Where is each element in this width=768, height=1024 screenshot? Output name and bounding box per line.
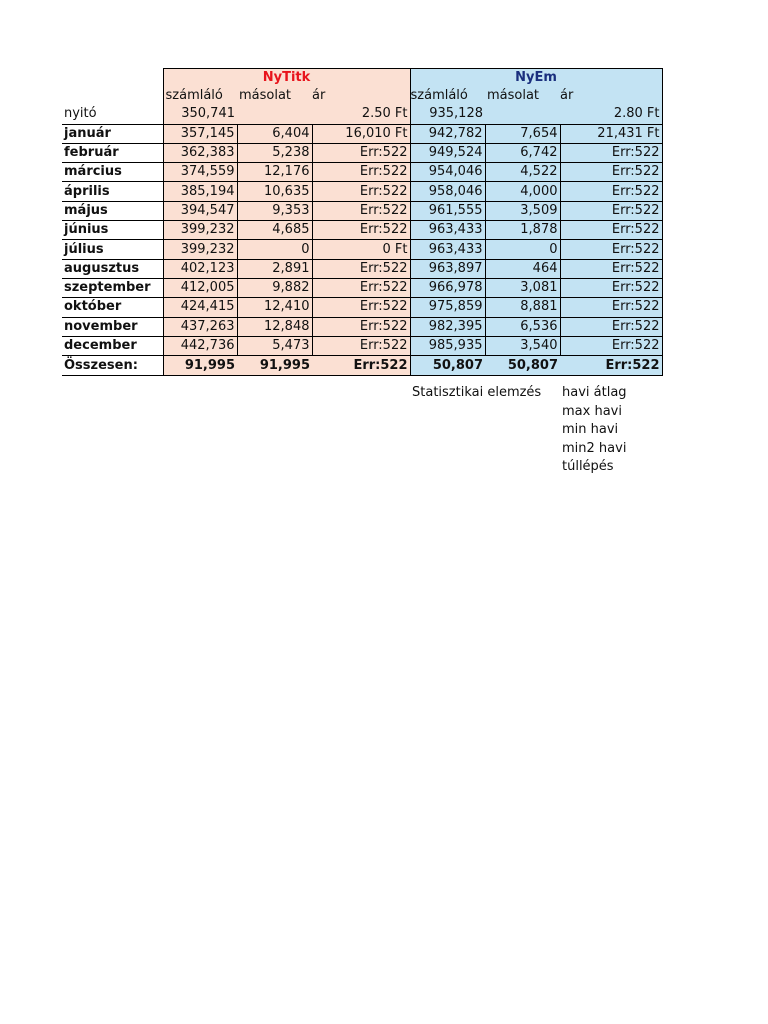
nyem-price-cell: Err:522 bbox=[560, 240, 662, 259]
month-label: április bbox=[62, 182, 163, 201]
nyem-copy-cell: 6,742 bbox=[485, 143, 560, 162]
table-row bbox=[62, 336, 662, 355]
nytitk-counter-cell: 424,415 bbox=[163, 298, 237, 317]
stats-label: Statisztikai elemzés bbox=[412, 385, 542, 400]
month-label: január bbox=[62, 124, 163, 143]
nyem-price-cell: Err:522 bbox=[560, 143, 662, 162]
nyem-copy-cell: 6,536 bbox=[485, 317, 560, 336]
total-row bbox=[62, 356, 662, 376]
table-row bbox=[62, 240, 662, 259]
nyem-copy-cell: 1,878 bbox=[485, 221, 560, 240]
nytitk-counter-cell: 442,736 bbox=[163, 336, 237, 355]
nyem-copy-cell: 4,522 bbox=[485, 163, 560, 182]
nyem-price-cell: Err:522 bbox=[560, 298, 662, 317]
nytitk-copy-header: másolat bbox=[237, 87, 312, 105]
nytitk-counter-cell: 399,232 bbox=[163, 221, 237, 240]
stats-list bbox=[562, 384, 627, 477]
month-label: július bbox=[62, 240, 163, 259]
nytitk-copy-cell: 6,404 bbox=[237, 124, 312, 143]
nytitk-counter-cell: 357,145 bbox=[163, 124, 237, 143]
nytitk-total-counter: 91,995 bbox=[163, 356, 237, 376]
nyem-price-cell: Err:522 bbox=[560, 336, 662, 355]
table-row bbox=[62, 201, 662, 220]
stats-item: max havi bbox=[562, 403, 622, 419]
nytitk-copy-cell: 12,176 bbox=[237, 163, 312, 182]
nytitk-counter-cell: 385,194 bbox=[163, 182, 237, 201]
nytitk-price-header: ár bbox=[312, 87, 410, 105]
nyem-counter-cell: 963,897 bbox=[410, 259, 485, 278]
nytitk-opening-counter: 350,741 bbox=[163, 105, 237, 124]
month-rows bbox=[62, 124, 662, 356]
nytitk-copy-cell: 5,238 bbox=[237, 143, 312, 162]
nyem-opening-counter: 935,128 bbox=[410, 105, 485, 124]
nyem-counter-header: számláló bbox=[410, 87, 485, 105]
nytitk-price-cell: Err:522 bbox=[312, 221, 410, 240]
nytitk-counter-cell: 394,547 bbox=[163, 201, 237, 220]
stats-item: min havi bbox=[562, 422, 619, 437]
stats-item: túllépés bbox=[562, 459, 614, 474]
table-row bbox=[62, 221, 662, 240]
opening-label: nyitó bbox=[62, 105, 163, 124]
nytitk-copy-cell: 0 bbox=[237, 240, 312, 259]
table-row bbox=[62, 182, 662, 201]
nyem-copy-cell: 464 bbox=[485, 259, 560, 278]
nyem-price-cell: Err:522 bbox=[560, 278, 662, 297]
table-row bbox=[62, 163, 662, 182]
nytitk-price-cell: Err:522 bbox=[312, 278, 410, 297]
nyem-total-counter: 50,807 bbox=[410, 356, 485, 376]
nytitk-copy-cell: 9,353 bbox=[237, 201, 312, 220]
nytitk-copy-cell: 12,410 bbox=[237, 298, 312, 317]
total-label: Összesen: bbox=[62, 356, 163, 376]
nyem-copy-cell: 7,654 bbox=[485, 124, 560, 143]
nytitk-price-cell: Err:522 bbox=[312, 182, 410, 201]
nyem-copy-cell: 4,000 bbox=[485, 182, 560, 201]
nyem-price-header: ár bbox=[560, 87, 662, 105]
nyem-counter-cell: 982,395 bbox=[410, 317, 485, 336]
nyem-unit-price: 2.80 Ft bbox=[560, 105, 662, 124]
nytitk-copy-cell: 2,891 bbox=[237, 259, 312, 278]
nyem-counter-cell: 958,046 bbox=[410, 182, 485, 201]
nytitk-copy-cell: 5,473 bbox=[237, 336, 312, 355]
nytitk-total-copy: 91,995 bbox=[237, 356, 312, 376]
nyem-group-title: NyEm bbox=[515, 70, 557, 85]
nyem-copy-cell: 0 bbox=[485, 240, 560, 259]
nyem-price-cell: 21,431 Ft bbox=[560, 124, 662, 143]
nytitk-counter-cell: 412,005 bbox=[163, 278, 237, 297]
nyem-counter-cell: 985,935 bbox=[410, 336, 485, 355]
nytitk-copy-cell: 12,848 bbox=[237, 317, 312, 336]
table-row bbox=[62, 259, 662, 278]
nyem-counter-cell: 949,524 bbox=[410, 143, 485, 162]
nyem-counter-cell: 954,046 bbox=[410, 163, 485, 182]
nyem-counter-cell: 963,433 bbox=[410, 221, 485, 240]
nyem-counter-cell: 942,782 bbox=[410, 124, 485, 143]
nytitk-price-cell: Err:522 bbox=[312, 163, 410, 182]
nytitk-copy-cell: 4,685 bbox=[237, 221, 312, 240]
nytitk-counter-cell: 374,559 bbox=[163, 163, 237, 182]
month-label: június bbox=[62, 221, 163, 240]
nyem-total-copy: 50,807 bbox=[485, 356, 560, 376]
nytitk-price-cell: Err:522 bbox=[312, 336, 410, 355]
nyem-copy-header: másolat bbox=[485, 87, 560, 105]
nyem-copy-cell: 3,509 bbox=[485, 201, 560, 220]
stats-item: min2 havi bbox=[562, 440, 627, 456]
nyem-copy-cell: 3,540 bbox=[485, 336, 560, 355]
month-label: szeptember bbox=[62, 278, 163, 297]
nyem-header-cell bbox=[410, 69, 662, 88]
nyem-counter-cell: 961,555 bbox=[410, 201, 485, 220]
month-label: december bbox=[62, 336, 163, 355]
month-label: augusztus bbox=[62, 259, 163, 278]
table-row bbox=[62, 298, 662, 317]
month-label: október bbox=[62, 298, 163, 317]
nytitk-header-cell bbox=[163, 69, 410, 88]
nyem-price-cell: Err:522 bbox=[560, 317, 662, 336]
nyem-copy-cell: 8,881 bbox=[485, 298, 560, 317]
nyem-price-cell: Err:522 bbox=[560, 182, 662, 201]
nyem-total-price: Err:522 bbox=[560, 356, 662, 376]
nytitk-price-cell: Err:522 bbox=[312, 298, 410, 317]
nytitk-group-title: NyTitk bbox=[262, 70, 311, 85]
table-row bbox=[62, 124, 662, 143]
nyem-counter-cell: 963,433 bbox=[410, 240, 485, 259]
nyem-price-cell: Err:522 bbox=[560, 201, 662, 220]
nytitk-counter-cell: 399,232 bbox=[163, 240, 237, 259]
nytitk-opening-copy bbox=[237, 105, 312, 124]
stats-item: havi átlag bbox=[562, 385, 627, 400]
nyem-counter-cell: 966,978 bbox=[410, 278, 485, 297]
nytitk-price-cell: 0 Ft bbox=[312, 240, 410, 259]
nytitk-price-cell: Err:522 bbox=[312, 259, 410, 278]
nytitk-price-cell: Err:522 bbox=[312, 317, 410, 336]
table-row bbox=[62, 317, 662, 336]
nyem-counter-cell: 975,859 bbox=[410, 298, 485, 317]
nytitk-price-cell: Err:522 bbox=[312, 201, 410, 220]
nytitk-price-cell: Err:522 bbox=[312, 143, 410, 162]
nytitk-price-cell: 16,010 Ft bbox=[312, 124, 410, 143]
table-row bbox=[62, 278, 662, 297]
nytitk-counter-cell: 437,263 bbox=[163, 317, 237, 336]
nyem-price-cell: Err:522 bbox=[560, 163, 662, 182]
nytitk-counter-cell: 362,383 bbox=[163, 143, 237, 162]
nyem-price-cell: Err:522 bbox=[560, 221, 662, 240]
copy-counter-table bbox=[62, 68, 663, 376]
nytitk-total-price: Err:522 bbox=[312, 356, 410, 376]
nytitk-counter-header: számláló bbox=[163, 87, 237, 105]
month-label: március bbox=[62, 163, 163, 182]
nyem-opening-copy bbox=[485, 105, 560, 124]
nytitk-unit-price: 2.50 Ft bbox=[312, 105, 410, 124]
nytitk-copy-cell: 10,635 bbox=[237, 182, 312, 201]
spreadsheet-table-area bbox=[62, 68, 663, 376]
month-label: február bbox=[62, 143, 163, 162]
nyem-copy-cell: 3,081 bbox=[485, 278, 560, 297]
corner-cell bbox=[62, 69, 163, 88]
nyem-price-cell: Err:522 bbox=[560, 259, 662, 278]
month-label: november bbox=[62, 317, 163, 336]
nytitk-copy-cell: 9,882 bbox=[237, 278, 312, 297]
month-label: május bbox=[62, 201, 163, 220]
table-row bbox=[62, 143, 662, 162]
nytitk-counter-cell: 402,123 bbox=[163, 259, 237, 278]
blank-cell bbox=[62, 87, 163, 105]
